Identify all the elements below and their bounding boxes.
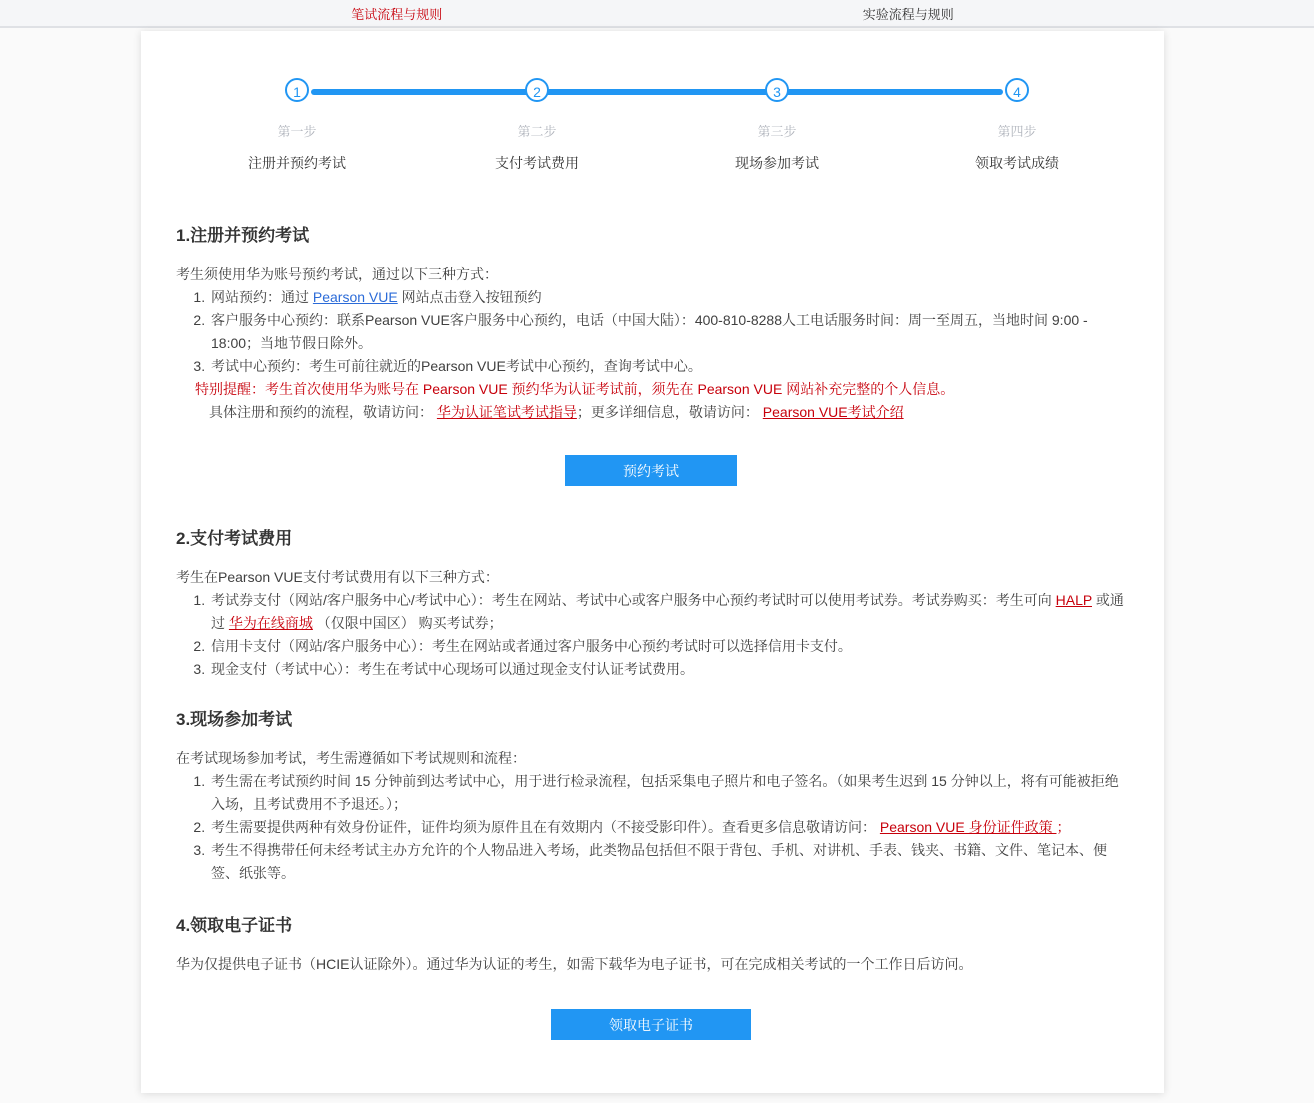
item-text: 网站点击登入按钮预约 bbox=[397, 289, 542, 305]
section-2-title: 2.支付考试费用 bbox=[176, 529, 293, 548]
section-2-intro: 考生在Pearson VUE支付考试费用有以下三种方式： bbox=[176, 569, 499, 585]
list-item: 2. 客户服务中心预约：联系Pearson VUE客户服务中心预约，电话（中国大陆）：400-810-8288人工电话服务时间：周一至周五，当地时间 9:00 - 18:00；当地节假日除外。 bbox=[209, 309, 1126, 355]
section-2-list bbox=[176, 589, 1126, 681]
huawei-online-store-link[interactable]: 华为在线商城 bbox=[228, 615, 313, 631]
pearson-vue-link[interactable]: Pearson VUE bbox=[312, 289, 398, 305]
item-text: （仅限中国区） 购买考试券； bbox=[312, 615, 503, 631]
section-3-list bbox=[176, 770, 1126, 885]
step-3-circle: 3 bbox=[765, 78, 789, 102]
special-reminder-text: 特别提醒：考生首次使用华为账号在 Pearson VUE 预约华为认证考试前，须先在 Pearson VUE 网站补充完整的个人信息。 bbox=[195, 381, 955, 397]
step-3-name: 现场参加考试 bbox=[735, 155, 819, 171]
section-4-intro: 华为仅提供电子证书（HCIE认证除外）。通过华为认证的考生，如需下载华为电子证书，可在完成相关考试的一个工作日后访问。 bbox=[176, 956, 973, 972]
get-e-certificate-button[interactable]: 领取电子证书 bbox=[551, 1009, 751, 1040]
section-1-list bbox=[176, 286, 1126, 378]
list-item bbox=[209, 589, 1126, 635]
step-2-circle: 2 bbox=[525, 78, 549, 102]
list-item bbox=[209, 816, 1126, 839]
guide-text: 具体注册和预约的流程，敬请访问： bbox=[209, 404, 437, 420]
section-3-intro: 在考试现场参加考试，考生需遵循如下考试规则和流程： bbox=[176, 750, 526, 766]
section-1-intro: 考生须使用华为账号预约考试，通过以下三种方式： bbox=[176, 266, 498, 282]
tab-written-exam-rules[interactable]: 笔试流程与规则 bbox=[351, 6, 443, 22]
step-2-name: 支付考试费用 bbox=[494, 155, 579, 171]
list-item: 3. 考生不得携带任何未经考试主办方允许的个人物品进入考场，此类物品包括但不限于背包、手机、对讲机、手表、钱夹、书籍、文件、笔记本、便签、纸张等。 bbox=[209, 839, 1126, 885]
top-tab-bar bbox=[0, 0, 1314, 28]
step-3 bbox=[735, 78, 819, 173]
step-2 bbox=[495, 78, 579, 173]
step-4 bbox=[975, 78, 1059, 173]
section-1-title: 1.注册并预约考试 bbox=[176, 226, 310, 245]
written-exam-guide-link[interactable]: 华为认证笔试考试指导 bbox=[436, 404, 577, 420]
section-3-title: 3.现场参加考试 bbox=[176, 710, 293, 729]
step-1-circle: 1 bbox=[285, 78, 309, 102]
get-cert-button-row bbox=[176, 1009, 1126, 1040]
registration-guide-line bbox=[209, 401, 1126, 424]
step-4-label: 第四步 bbox=[997, 124, 1037, 139]
section-4-title: 4.领取电子证书 bbox=[176, 916, 293, 935]
step-2-label: 第二步 bbox=[517, 124, 557, 139]
step-4-name: 领取考试成绩 bbox=[975, 155, 1059, 171]
card-content bbox=[141, 224, 1164, 1040]
pearson-vue-intro-link[interactable]: Pearson VUE考试介绍 bbox=[762, 404, 904, 420]
item-text: ； bbox=[1056, 819, 1071, 835]
id-policy-link[interactable]: Pearson VUE 身份证件政策 bbox=[879, 819, 1057, 835]
tab-lab-exam-rules[interactable]: 实验流程与规则 bbox=[862, 6, 954, 22]
stepper-connector-line bbox=[311, 89, 1003, 95]
item-text: 考生需要提供两种有效身份证件，证件均须为原件且在有效期内（不接受影印件）。查看更多信息敬请访问： bbox=[211, 819, 880, 835]
step-3-label: 第三步 bbox=[757, 124, 797, 139]
item-text: 考试券支付（网站/客户服务中心/考试中心）：考生在网站、考试中心或客户服务中心预约考试时可以使用考试券。考试券购买：考生可向 bbox=[211, 592, 1056, 608]
exam-steps-progress bbox=[248, 31, 1059, 171]
list-item bbox=[209, 286, 1126, 309]
step-4-circle: 4 bbox=[1005, 78, 1029, 102]
exam-process-card bbox=[141, 31, 1164, 1093]
list-item: 3. 现金支付（考试中心）：考生在考试中心现场可以通过现金支付认证考试费用。 bbox=[209, 658, 1126, 681]
step-1-name: 注册并预约考试 bbox=[248, 155, 346, 171]
item-text: 或通过 bbox=[211, 592, 1124, 631]
list-item: 2. 信用卡支付（网站/客户服务中心）：考生在网站或者通过客户服务中心预约考试时可以选择信用卡支付。 bbox=[209, 635, 1126, 658]
guide-text: ；更多详细信息，敬请访问： bbox=[576, 404, 763, 420]
book-exam-button[interactable]: 预约考试 bbox=[565, 455, 737, 486]
step-1 bbox=[248, 78, 346, 173]
list-item: 3. 考试中心预约：考生可前往就近的Pearson VUE考试中心预约，查询考试中心。 bbox=[209, 355, 1126, 378]
halp-link[interactable]: HALP bbox=[1055, 592, 1092, 608]
step-1-label: 第一步 bbox=[277, 124, 317, 139]
book-exam-button-row bbox=[176, 455, 1126, 486]
item-text: 网站预约：通过 bbox=[211, 289, 313, 305]
list-item: 1. 考生需在考试预约时间 15 分钟前到达考试中心，用于进行检录流程，包括采集电子照片和电子签名。（如果考生迟到 15 分钟以上，将有可能被拒绝入场，且考试费用不予退还。）； bbox=[209, 770, 1126, 816]
tab-bar-inner bbox=[141, 0, 1164, 26]
